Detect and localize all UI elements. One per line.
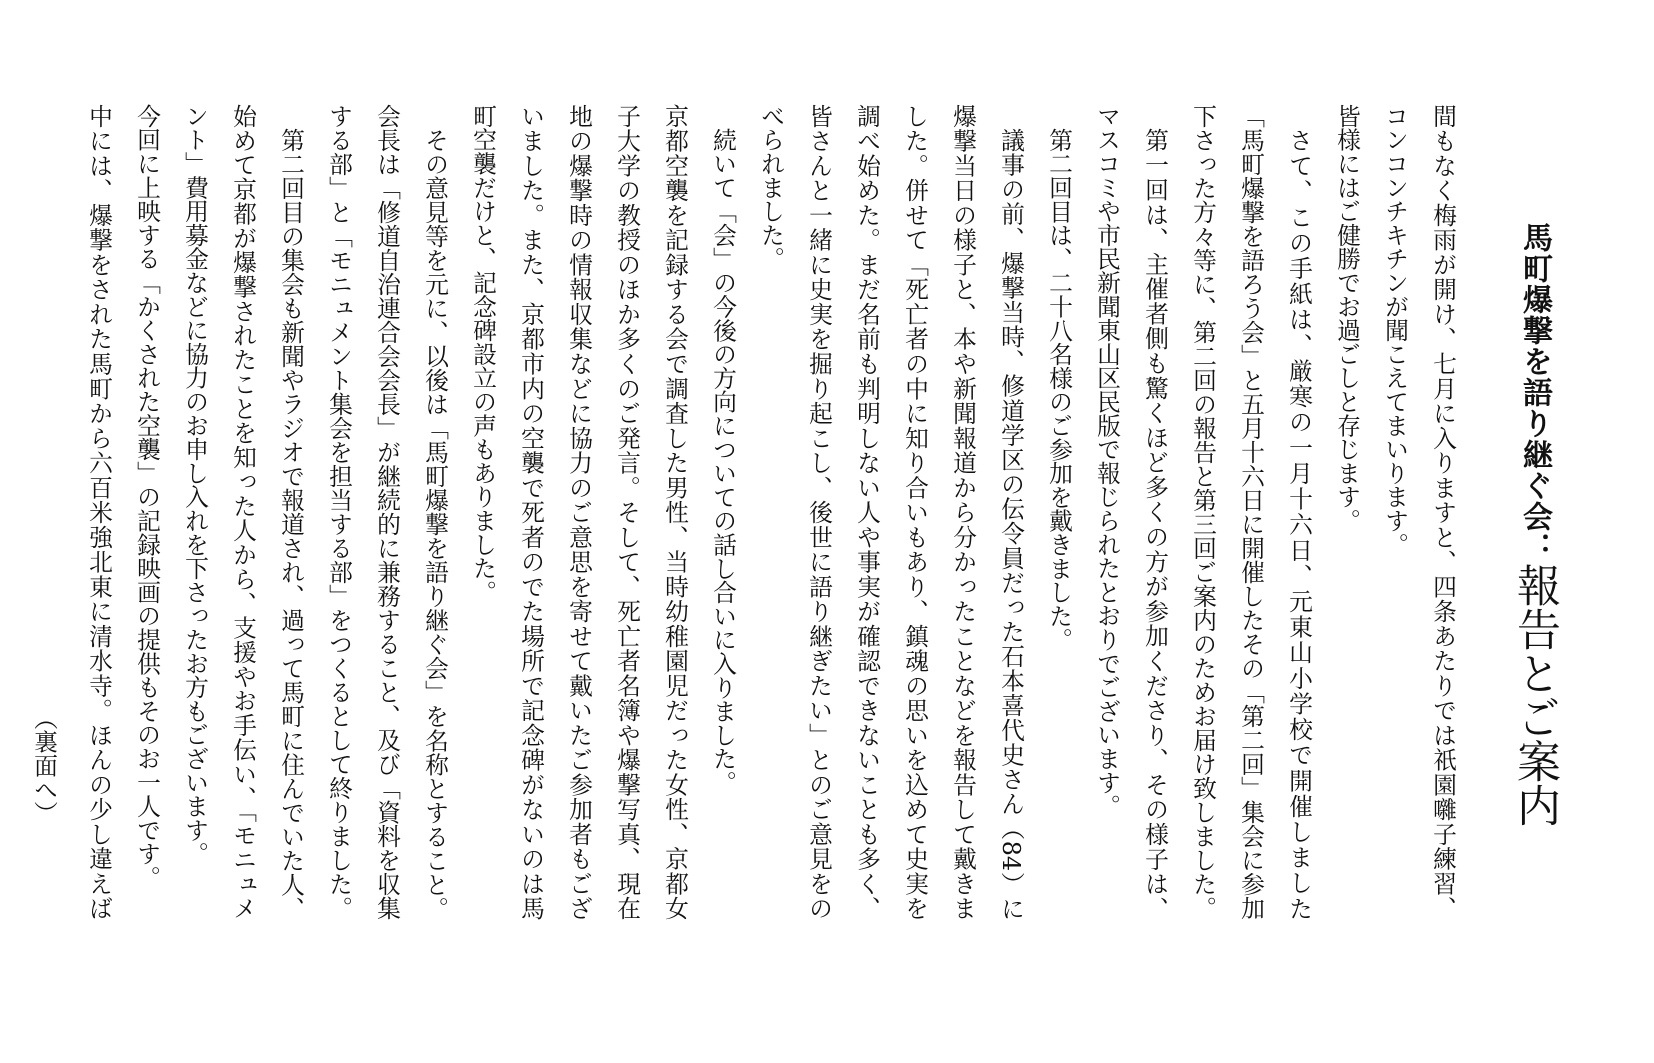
letter-body bbox=[75, 104, 1467, 920]
body-column: 間もなく梅雨が開け、七月に入りますと、四条あたりでは祇園囃子練習、 bbox=[1429, 104, 1457, 920]
body-column: する部」と「モニュメント集会を担当する部」をつくるとして終りました。 bbox=[325, 104, 353, 920]
document-title-main: 報告とご案内 bbox=[1509, 563, 1560, 827]
body-column: ント」費用募金などに協力のお申し入れを下さったお方もございます。 bbox=[181, 104, 209, 866]
body-column: 町空襲だけと、記念碑設立の声もありました。 bbox=[469, 104, 497, 604]
body-column: べられました。 bbox=[757, 104, 785, 271]
body-column: 「馬町爆撃を語ろう会」と五月十六日に開催したその「第二回」集会に参加 bbox=[1237, 104, 1265, 920]
body-column: 爆撃当日の様子と、本や新聞報道から分かったことなどを報告して戴きま bbox=[949, 104, 977, 920]
body-column: その意見等を元に、以後は「馬町爆撃を語り継ぐ会」を名称とすること。 bbox=[421, 127, 449, 920]
body-column: 第一回は、主催者側も驚くほど多くの方が参加くださり、その様子は、 bbox=[1141, 127, 1169, 920]
continued-on-back-note: （裏面へ） bbox=[30, 706, 58, 825]
body-column: 調べ始めた。まだ名前も判明しない人や事実が確認できないことも多く、 bbox=[853, 104, 881, 920]
document-title bbox=[1506, 222, 1562, 827]
body-column: 第二回目は、二十八名様のご参加を戴きました。 bbox=[1045, 127, 1073, 652]
body-column: 会長は「修道自治連合会会長」が継続的に兼務すること、及び「資料を収集 bbox=[373, 104, 401, 920]
body-column: さて、この手紙は、厳寒の一月十六日、元東山小学校で開催しました bbox=[1285, 127, 1313, 920]
body-column: 今回に上映する「かくされた空襲」の記録映画の提供もそのお一人です。 bbox=[133, 104, 161, 890]
body-column: マスコミや市民新聞東山区民版で報じられたとおりでございます。 bbox=[1093, 104, 1121, 818]
body-column: 中には、爆撃をされた馬町から六百米強北東に清水寺。ほんの少し違えば bbox=[85, 104, 113, 920]
body-column: 皆さんと一緒に史実を掘り起こし、後世に語り継ぎたい」とのご意見をの bbox=[805, 104, 833, 920]
body-column: 始めて京都が爆撃されたことを知った人から、支援やお手伝い、「モニュメ bbox=[229, 104, 257, 920]
body-column: 子大学の教授のほか多くのご発言。そして、死亡者名簿や爆撃写真、現在 bbox=[613, 104, 641, 920]
body-column: 第二回目の集会も新聞やラジオで報道され、過って馬町に住んでいた人、 bbox=[277, 127, 305, 920]
body-column: 議事の前、爆撃当時、修道学区の伝令員だった石本喜代史さん（84）に bbox=[997, 127, 1025, 920]
body-column: 京都空襲を記録する会で調査した男性、当時幼稚園児だった女性、京都女 bbox=[661, 104, 689, 920]
body-column: 皆様にはご健勝でお過ごしと存じます。 bbox=[1333, 104, 1361, 533]
body-column: コンコンチキチンが聞こえてまいります。 bbox=[1381, 104, 1409, 557]
body-column: した。併せて「死亡者の中に知り合いもあり、鎮魂の思いを込めて史実を bbox=[901, 104, 929, 920]
body-column: 下さった方々等に、第二回の報告と第三回ご案内のためお届け致しました。 bbox=[1189, 104, 1217, 920]
body-column: 地の爆撃時の情報収集などに協力のご意思を寄せて戴いたご参加者もござ bbox=[565, 104, 593, 920]
document-title-prefix: 馬町爆撃を語り継ぐ会： bbox=[1517, 222, 1552, 563]
body-column: 続いて「会」の今後の方向についての話し合いに入りました。 bbox=[709, 127, 737, 795]
body-column: いました。また、京都市内の空襲で死者のでた場所で記念碑がないのは馬 bbox=[517, 104, 545, 920]
